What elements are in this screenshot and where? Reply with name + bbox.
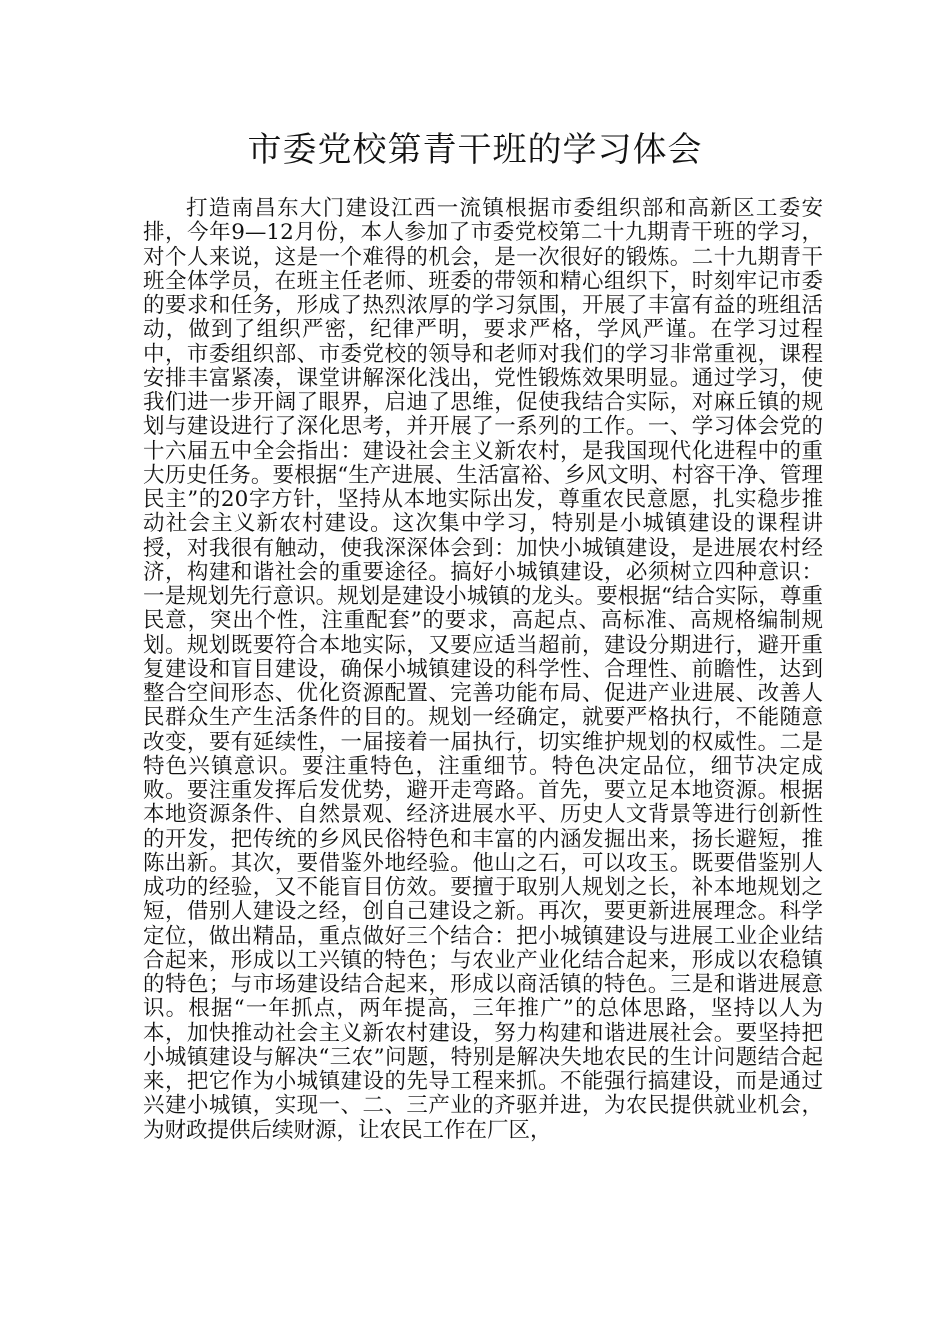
document-title: 市委党校第青干班的学习体会	[247, 130, 703, 170]
body-paragraph: 打造南昌东大门建设江西一流镇根据市委组织部和高新区工委安排，今年9—12月份，本人参加了市委党校第二十九期青干班的学习，对个人来说，这是一个难得的机会，是一次很好的锻炼。二十九期青干班全体学员，在班主任老师、班委的带领和精心组织下，时刻牢记市委的要求和任务，形成了热烈浓厚的学习氛围，开展了丰富有益的班组活动，做到了组织严密，纪律严明，要求严格，学风严谨。在学习过程中，市委组织部、市委党校的领导和老师对我们的学习非常重视，课程安排丰富紧凑，课堂讲解深化浅出，党性锻炼效果明显。通过学习，使我们进一步开阔了眼界，启迪了思维，促使我结合实际，对麻丘镇的规划与建设进行了深化思考，并开展了一系列的工作。一、学习体会党的十六届五中全会指出：建设社会主义新农村，是我国现代化进程中的重大历史任务。要根据“生产进展、生活富裕、乡风文明、村容干净、管理民主”的20字方针，坚持从本地实际出发，尊重农民意愿，扎实稳步推动社会主义新农村建设。这次集中学习，特别是小城镇建设的课程讲授，对我很有触动，使我深深体会到：加快小城镇建设，是进展农村经济，构建和谐社会的重要途径。搞好小城镇建设，必须树立四种意识：一是规划先行意识。规划是建设小城镇的龙头。要根据“结合实际，尊重民意，突出个性，注重配套”的要求，高起点、高标准、高规格编制规划。规划既要符合本地实际，又要应适当超前，建设分期进行，避开重复建设和盲目建设，确保小城镇建设的科学性、合理性、前瞻性，达到整合空间形态、优化资源配置、完善功能布局、促进产业进展、改善人民群众生产生活条件的目的。规划一经确定，就要严格执行，不能随意改变，要有延续性，一届接着一届执行，切实维护规划的权威性。二是特色兴镇意识。要注重特色，注重细节。特色决定品位，细节决定成败。要注重发挥后发优势，避开走弯路。首先，要立足本地资源。根据本地资源条件、自然景观、经济进展水平、历史人文背景等进行创新性的开发，把传统的乡风民俗特色和丰富的内涵发掘出来，扬长避短，推陈出新。其次，要借鉴外地经验。他山之石，可以攻玉。既要借鉴别人成功的经验，又不能盲目仿效。要擅于取别人规划之长，补本地规划之短，借别人建设之经，创自己建设之新。再次，要更新进展理念。科学定位，做出精品，重点做好三个结合：把小城镇建设与进展工业企业结合起来，形成以工兴镇的特色；与农业产业化结合起来，形成以农稳镇的特色；与市场建设结合起来，形成以商活镇的特色。三是和谐进展意识。根据“一年抓点，两年提高，三年推广”的总体思路，坚持以人为本，加快推动社会主义新农村建设，努力构建和谐进展社会。要坚持把小城镇建设与解决“三农”问题，特别是解决失地农民的生计问题结合起来，把它作为小城镇建设的先导工程来抓。不能强行搞建设，而是通过兴建小城镇，实现一、二、三产业的齐驱并进，为农民提供就业机会，为财政提供后续财源，让农民工作在厂区，	[143, 196, 823, 1143]
